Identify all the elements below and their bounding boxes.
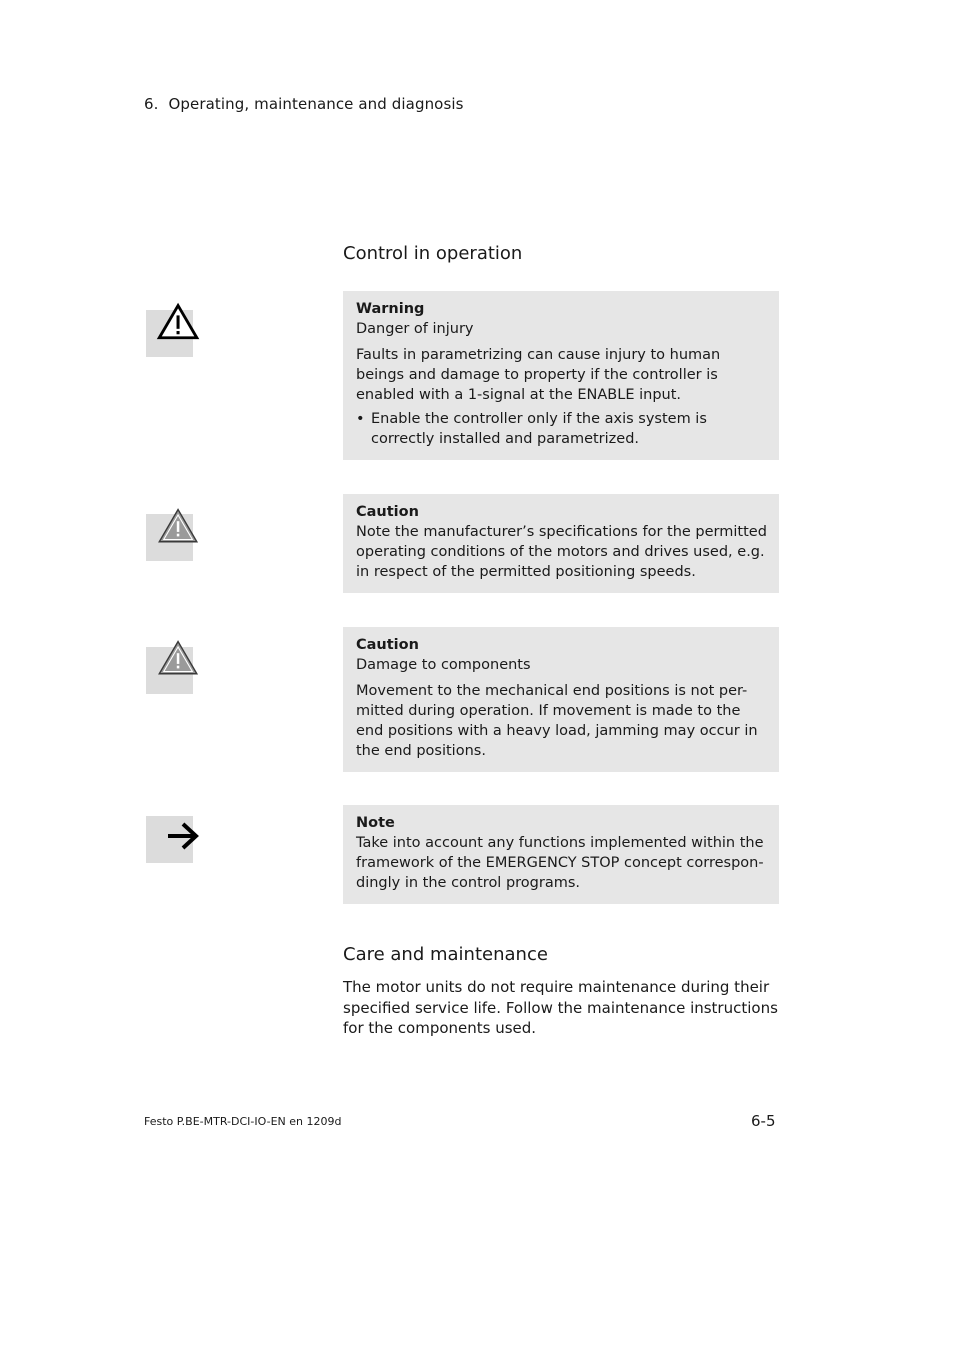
notice-paragraph: Take into account any functions implemented within the framework of the EMERGENCY STOP concept correspon-dingly in the control programs.	[356, 835, 764, 891]
notice-title: Caution	[356, 504, 419, 520]
warning-triangle-icon	[155, 302, 202, 344]
caution-icon-box-1	[146, 514, 193, 561]
warning-notice	[343, 291, 779, 460]
notice-paragraph: Note the manufacturer’s specifications for the permitted operating conditions of the motors and drives used, e.g. in respect of the permitted positioning speeds.	[356, 524, 767, 580]
caution-triangle-icon	[155, 638, 202, 680]
caution-notice-1	[343, 494, 779, 593]
section-heading-care: Care and maintenance	[343, 944, 548, 965]
notice-paragraph: Movement to the mechanical end positions is not per-mitted during operation. If movement is made to the end positions with a heavy load, jamming may occur in the end positions.	[356, 683, 758, 759]
notice-subtitle: Danger of injury	[356, 321, 474, 337]
chapter-number: 6.	[144, 95, 159, 113]
caution-triangle-icon	[155, 506, 202, 548]
note-icon-box	[146, 816, 193, 863]
caution-icon-box-2	[146, 647, 193, 694]
note-notice	[343, 805, 779, 904]
footer-page-number: 6-5	[751, 1112, 776, 1130]
section-heading-control: Control in operation	[343, 243, 523, 264]
notice-paragraph: Faults in parametrizing can cause injury to human beings and damage to property if the controller is enabled with a 1-signal at the ENABLE input.	[356, 347, 721, 403]
warning-icon-box	[146, 310, 193, 357]
notice-title: Warning	[356, 301, 425, 317]
arrow-right-icon	[166, 822, 206, 852]
footer-document-id: Festo P.BE-MTR-DCI-IO-EN en 1209d	[144, 1115, 342, 1128]
notice-title: Caution	[356, 637, 419, 653]
care-paragraph: The motor units do not require maintenance during their specified service life. Follow the maintenance instructions for the components used.	[343, 978, 778, 1037]
running-header	[144, 95, 464, 113]
caution-notice-2	[343, 627, 779, 772]
notice-title: Note	[356, 815, 395, 831]
notice-subtitle: Damage to components	[356, 657, 531, 673]
chapter-title: Operating, maintenance and diagnosis	[168, 95, 464, 113]
notice-bullet-list	[356, 409, 767, 449]
notice-bullet-item: • Enable the controller only if the axis system is correctly installed and parametrized.	[356, 409, 767, 449]
